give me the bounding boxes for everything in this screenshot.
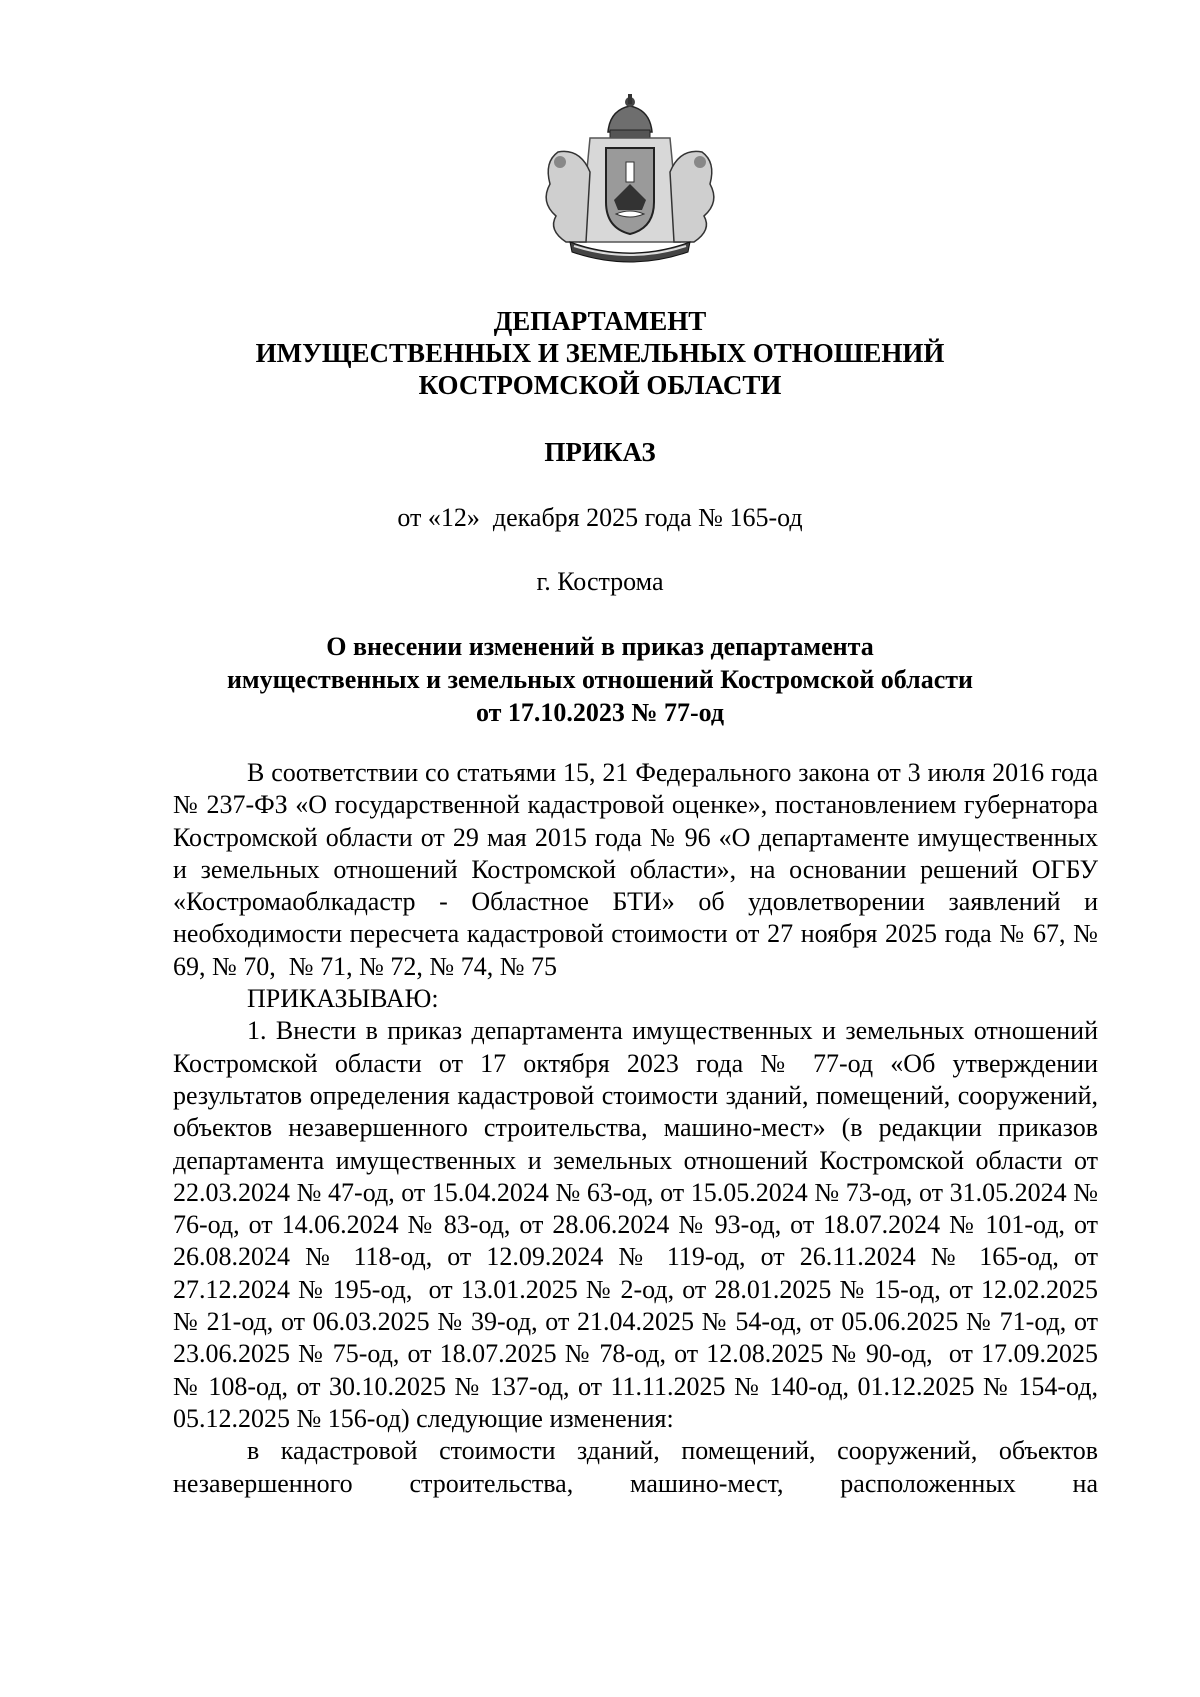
department-name: [0, 305, 1200, 401]
dept-line-3: КОСТРОМСКОЙ ОБЛАСТИ: [418, 370, 782, 400]
document-title: [0, 630, 1200, 729]
document-type: ПРИКАЗ: [544, 437, 656, 467]
document-city: г. Кострома: [536, 567, 664, 596]
title-line-2: имущественных и земельных отношений Костромской области: [226, 665, 974, 694]
title-line-1: О внесении изменений в приказ департамента: [326, 632, 874, 661]
dept-line-2: ИМУЩЕСТВЕННЫХ И ЗЕМЕЛЬНЫХ ОТНОШЕНИЙ: [255, 338, 945, 368]
item-1-paragraph: 1. Внести в приказ департамента имущественных и земельных отношений Костромской области от 17 октября 2023 года № 77-од «Об утверждении результатов определения кадастровой стоимости зданий, помещений, сооружений, объектов незавершенного строительства, машино-мест» (в редакции приказов департамента имущественных и земельных отношений Костромской области от 22.03.2024 № 47-од, от 15.04.2024 № 63-од, от 15.05.2024 № 73-од, от 31.05.2024 № 76-од, от 14.06.2024 № 83-од, от 28.06.2024 № 93-од, от 18.07.2024 № 101-од, от 26.08.2024 № 118-од, от 12.09.2024 № 119-од, от 26.11.2024 № 165-од, от 27.12.2024 № 195-од, от 13.01.2025 № 2-од, от 28.01.2025 № 15-од, от 12.02.2025 № 21-од, от 06.03.2025 № 39-од, от 21.04.2025 № 54-од, от 05.06.2025 № 71-од, от 23.06.2025 № 75-од, от 18.07.2025 № 78-од, от 12.08.2025 № 90-од, от 17.09.2025 № 108-од, от 30.10.2025 № 137-од, от 11.11.2025 № 140-од, 01.12.2025 № 154-од, 05.12.2025 № 156-од) следующие изменения:: [173, 1016, 1105, 1433]
subitem-paragraph: в кадастровой стоимости зданий, помещений, сооружений, объектов незавершенного строительства, машино-мест, расположенных на: [173, 1436, 1098, 1498]
dept-line-1: ДЕПАРТАМЕНТ: [493, 306, 707, 336]
kostroma-coat-of-arms-icon: [530, 92, 730, 272]
preamble-paragraph: В соответствии со статьями 15, 21 Федерального закона от 3 июля 2016 года № 237-ФЗ «О государственной кадастровой оценке», постановлением губернатора Костромской области от 29 мая 2015 года № 96 «О департаменте имущественных и земельных отношений Костромской области», на основании решений ОГБУ «Костромаоблкадастр - Областное БТИ» об удовлетворении заявлений и необходимости пересчета кадастровой стоимости от 27 ноября 2025 года № 67, № 69, № 70, № 71, № 72, № 74, № 75: [173, 758, 1105, 981]
order-word: ПРИКАЗЫВАЮ:: [247, 984, 439, 1014]
document-body: [173, 757, 1105, 1500]
document-date-number: от «12» декабря 2025 года № 165-од: [397, 503, 803, 532]
title-line-3: от 17.10.2023 № 77-од: [475, 698, 725, 727]
